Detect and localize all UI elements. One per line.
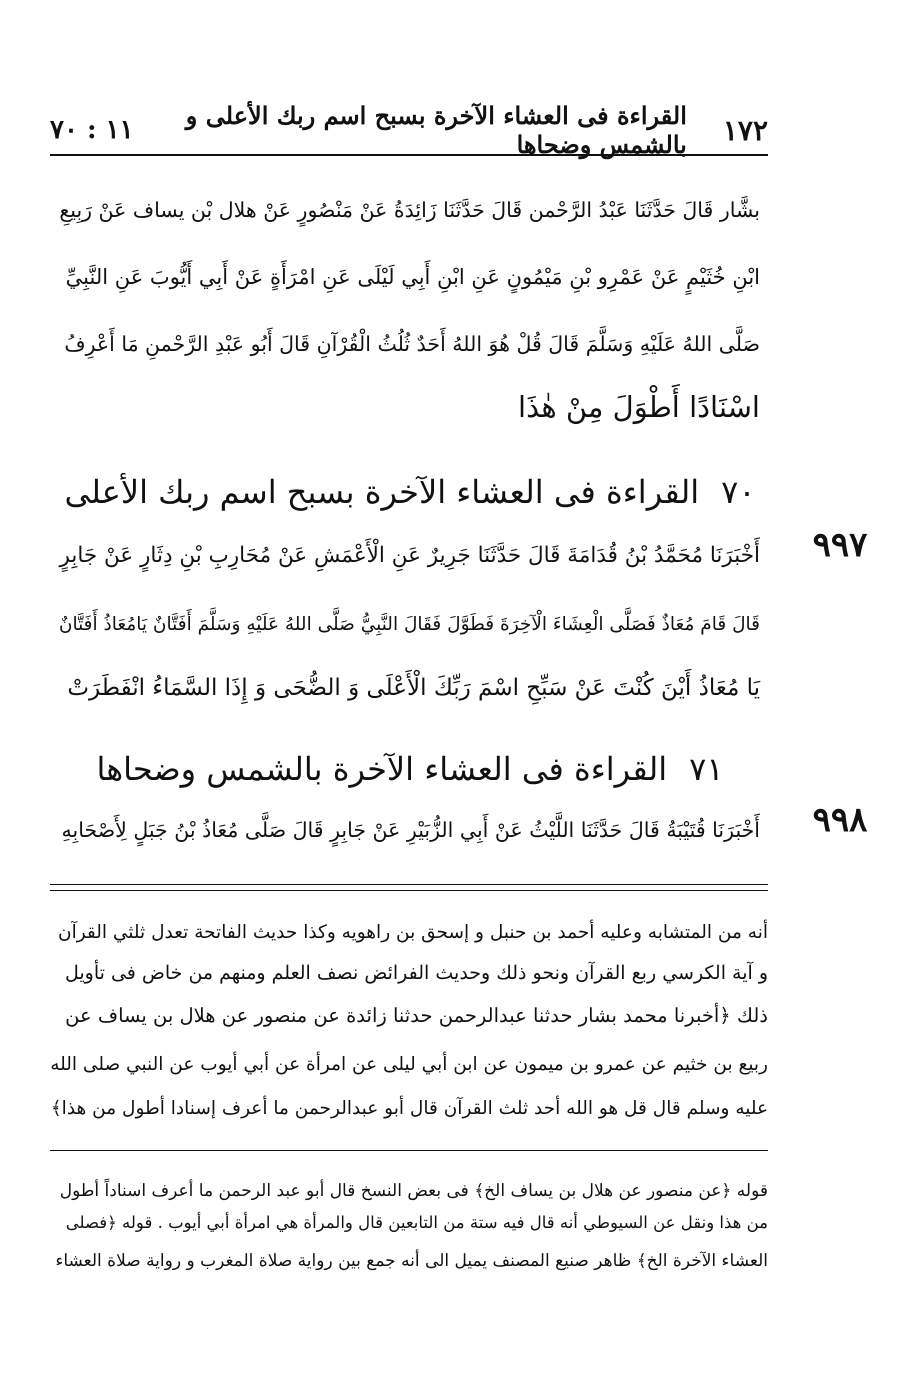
chapter-number: ٧١	[689, 750, 724, 788]
chapter-title: القراءة فى العشاء الآخرة بسبح اسم ربك الأعلى	[64, 473, 700, 511]
hadith-number: ٩٩٨	[812, 800, 868, 840]
text-line: ابْنِ خُثَيْمٍ عَنْ عَمْرِو بْنِ مَيْمُونٍ عَنِ ابْنِ أَبِي لَيْلَى عَنِ امْرَأَةٍ عَنْ أَبِي أَيُّوبَ عَنِ النَّبِيِّ	[65, 265, 760, 289]
text-line: أَخْبَرَنَا قُتَيْبَةُ قَالَ حَدَّثَنَا اللَّيْثُ عَنْ أَبِي الزُّبَيْرِ عَنْ جَابِرٍ قَالَ صَلَّى مُعَاذُ بْنُ جَبَلٍ لِأَصْحَابِهِ	[61, 818, 760, 842]
commentary-line: و آية الكرسي ربع القرآن ونحو ذلك وحديث الفرائض نصف العلم ومنهم من خاض فى تأويل	[64, 962, 768, 984]
text-line: قَالَ قَامَ مُعَاذٌ فَصَلَّى الْعِشَاءَ الْآخِرَةَ فَطَوَّلَ فَقَالَ النَّبِيُّ صَلَّى اللهُ عَلَيْهِ وَسَلَّمَ أَفَتَّانٌ يَامُعَاذُ أَفَتَّانٌ	[58, 614, 760, 635]
footnote-line: العشاء الآخرة الخ﴾ ظاهر صنيع المصنف يميل الى أنه جمع بين رواية صلاة المغرب و رواية صلاة العشاء	[55, 1251, 768, 1271]
running-header	[50, 101, 768, 159]
footnote-line: من هذا ونقل عن السيوطي أنه قال فيه ستة من التابعين قال والمرأة هي امرأة أبي أيوب . قوله ﴿فصلى	[65, 1213, 768, 1232]
commentary-separator	[50, 884, 768, 891]
footnote-separator	[50, 1150, 768, 1151]
header-rule	[50, 154, 768, 156]
chapter-reference: ١١ : ٧٠	[50, 115, 134, 145]
running-title: القراءة فى العشاء الآخرة بسبح اسم ربك الأعلى و بالشمس وضحاها	[185, 101, 687, 159]
text-line: اسْنَادًا أَطْوَلَ مِنْ هٰذَا	[518, 390, 760, 424]
text-line: بشَّار قَالَ حَدَّثَنَا عَبْدُ الرَّحْمن قَالَ حَدَّثَنَا زَائِدَةُ عَنْ مَنْصُورٍ عَنْ هلال بْن يساف عَنْ رَبِيعِ	[59, 198, 760, 222]
chapter-heading-70	[60, 470, 760, 514]
chapter-number: ٧٠	[721, 473, 756, 511]
commentary-line: أنه من المتشابه وعليه أحمد بن حنبل و إسحق بن راهويه وكذا حديث الفاتحة تعدل ثلثي القرآن	[57, 922, 768, 943]
footnote-line: قوله ﴿عن منصور عن هلال بن يساف الخ﴾ فى بعض النسخ قال أبو عبد الرحمن ما أعرف اسناداً أطول	[59, 1181, 768, 1201]
chapter-title: القراءة فى العشاء الآخرة بالشمس وضحاها	[96, 750, 668, 788]
text-line: صَلَّى اللهُ عَلَيْهِ وَسَلَّمَ قَالَ قُلْ هُوَ اللهُ أَحَدٌ ثُلُثُ الْقُرْآنِ قَالَ أَبُو عَبْدِ الرَّحْمنِ مَا أَعْرِفُ	[64, 332, 760, 356]
commentary-line: ربيع بن خثيم عن عمرو بن ميمون عن ابن أبي ليلى عن امرأة عن أبي أيوب عن النبي صلى الله	[50, 1054, 768, 1075]
page-number: ١٧٢	[722, 113, 768, 147]
text-line: أَخْبَرَنَا مُحَمَّدُ بْنُ قُدَامَةَ قَالَ حَدَّثَنَا جَرِيرٌ عَنِ الْأَعْمَشِ عَنْ مُحَارِبِ بْنِ دِثَارٍ عَنْ جَابِرٍ	[59, 543, 760, 568]
hadith-number: ٩٩٧	[812, 525, 868, 565]
chapter-heading-71	[60, 747, 760, 791]
commentary-line: عليه وسلم قال قل هو الله أحد ثلث القرآن قال أبو عبدالرحمن ما أعرف إسنادا أطول من هذا﴾	[50, 1098, 768, 1119]
commentary-line: ذلك ﴿أخبرنا محمد بشار حدثنا عبدالرحمن حدثنا زائدة عن منصور عن هلال بن يساف عن	[65, 1004, 768, 1027]
text-line: يَا مُعَاذُ أَيْنَ كُنْتَ عَنْ سَبِّحِ اسْمَ رَبِّكَ الْأَعْلَى وَ الضُّحَى وَ إِذَا السَّمَاءُ انْفَطَرَتْ	[67, 675, 760, 701]
